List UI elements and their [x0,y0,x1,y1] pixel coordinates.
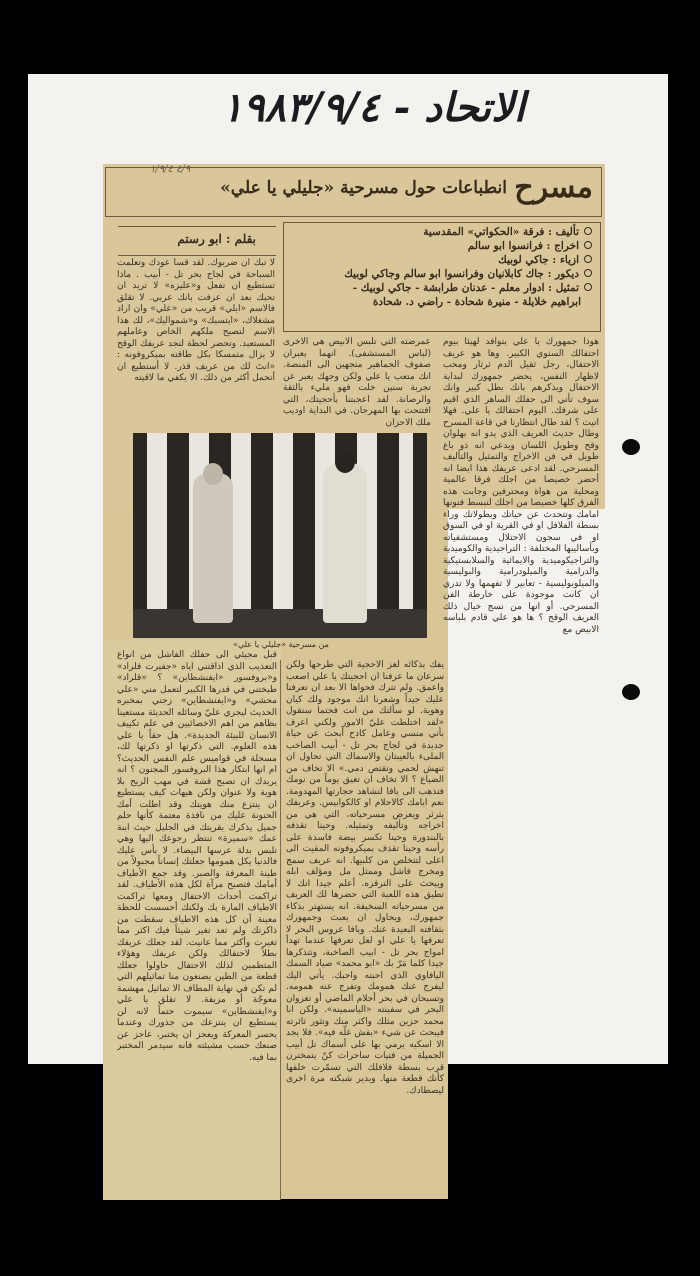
credit-line: ديكور : جاك كابلانيان وفرانسوا ابو سالم وجاكي لوبيك [292,267,592,281]
handwritten-date: الاتحاد - ١٩٨٣/٩/٤ [221,84,525,131]
headline-box [105,167,602,217]
credits-box [283,222,601,332]
article-column: عمرضته التي تلبس الابيض هي الاخرى (لباس المستشفى). انهما يعبران صفوف الجماهير متجهين الى المنصة. انك متعب يا علي ولكن وجهك يعبر عن تجربة سنين خلت فهو مليء بالثقة والرصانة. لقد اعجبتنا بأحجيتك، التي افتتحت بها المهرجان. في البداية اوديب ملك الاحزان [283,337,431,428]
article-headline: انطباعات حول مسرحية «جليلي يا علي» [220,178,507,198]
byline-box [118,226,276,256]
article-column: يفك بذكائه لغز الاحجية التي طرحها ولكن سرعان ما عرفنا ان احجيتك يا علي اصعب واعمق. ولم تترك فحواها الا بعد ان تعرفنا عليك جيداً وشعرنا انك موجود ولك كيان وهوية. لو سألتك من انت فحتما ستقول «لقد اختلطت عليّ الامور ولكني اعرف بأني منسي وعامل كادح أبحث عن حياة جديدة في لجاج بحر تل - أبيب الصاخب الملىء بالعيبتان والاسماك التي تحاول ان تنهش لحمي وتقتص دمي.» الا تخاف من الضياع ؟ الا تخاف ان تغيق يوماً من نومك فتذهب الى يافا لتشاهد حجارتها المهدومة. نعم ايامك كالاحلام او كالكوابيس. وعريفك يثرثر ويعرض مسرحياته، التي هي من اخراجه وتأليفه وتمثيله. وحينا تقذفه بالبندورة وحينا تكسر بيضة فاسدة على رأسه وحينا تقذف بميكروفونه المقيت الى اعلى لتتخلص من كلبيها. انه عريف سمج ومخرج فاشل وممثل مل ومؤلف ابله ويبحث على الترفزه. أعلم جيدا انك لا تطيق هذه اللعبة التي حضرها لك العريف من مسرحياته السخيفة. انه يستهتر بذكاء جمهورك، ويحاول ان يعبث وجمهورك بثقافته البعيدة عنك. ويافا عروس البحر لا تعرفها يا علي او لعل تعرفها عندما تهدأ امواج بحر تل - ابيب الصاخبة، وتتذكرها جيدا كلما مَرّ بك «ابو محمد» صياد السمك اليافاوي الذي احبته واحبك. يأتي اليك ليفرج عنك همومك وتفرج عنه همومه. وتسبحان في بحر أحلام الماضي أو تغزوان البحر في سفينته «الياسمينه». ولكن ابا محمد حزين مثلك واكثر منك وتثور ثائرته فيبحث عن شيء «يفش غلّه فيه». فلا يجد الا اسكيه يرمي بها على أسماك تل أبيب الجميلة من فتيات ساحرات كنّ يتمخترن قرب بسطة فلافلك التي تسمّرت خلفها كأنك قطعة منها. ويدير شبكته مرة اخرى ليصطادك. [286,660,444,1096]
stamp-dates: ٤/٩ ١/٩/٤ [150,164,191,175]
byline: بقلم : ابو رستم [177,232,256,246]
credit-line: ازياء : جاكي لوبيك [292,253,592,267]
stage-photo [133,433,427,638]
punch-hole [622,439,640,455]
column-divider [280,660,281,1200]
credit-line: تأليف : فرقة «الحكواتي» المقدسية [292,225,592,239]
section-label: مسرح [514,170,593,205]
article-column: هوذا جمهورك يا علي يتوافد لهيئا بيوم احتفالك السنوي الكبير. وها هو عريف الاحتفال، رجل ثقيل الدم ثرثار ومحب لاظهار النفس، يحضر جمهورك لبداية الاحتفال ويذكرهم بانك بطل كبير وانك سوف تأتي الى حفلك الساهر الذي اقيم على شرفك. اليوم احتفالك يا علي. فهلا اتيت ؟ لقد طال انتظارنا في قاعة المسرح وطال حديث العريف الذي يدو انه بهلوان وقح وطويل اللسان ويدعي انه ذو باع طويل في فن الاخراج والتمثيل والتأليف المسرحي. لقد ادعى عريفك هذا ايضا انه أحضر خصيصا من اجلك فرقا عالمية ومحلية من هواة ومحترفين وجابت هذه الفرق كلها خصيصا من اجلك لتبسط فنونها امامك وتتحدث عن حياتك وبطولاتك وراء بسطة الفلافل او في القرية او في السوق او في سجون الاحتلال ومستشفياته وبأساليبها المختلفة : التراجيدية والكوميدية والتراجيكوميدية والايمائية والسلابستيكية والدرامية والميلودرامية والبوليسية والميلوبوليسية - تعابير لا تفهمها ولا تدري ان كانت موجودة على خارطة الفن المسرحي. أو انها من نسج خيال ذلك العريف الوقح ؟ ها هو علي قادم بلباسه الابيض مع [443,337,599,635]
credit-line: ابراهيم خلايلة - منيرة شحادة - راضي د. شحادة [372,296,581,308]
photo-caption: من مسرحية «جليلي يا علي» [233,640,329,649]
article-column: لا تبك ان ضربوك. لقد قسا عودك وتعلمت السباحة في لجاج بحر تل - أبيب . ماذا تستطيع ان تفعل و«عليزه» لا تريد ان تحبك بعد ان عرفت بانك عربي. لا تقلق فالاسم «ايلي» قريب من «علي» وان اراد مشغلاك، «ايتسيك» و«شمواليك»، لك هذا الاسم لتصبح ملكهم الخاص وعاملهم المستعبد. وتحضر لحظة لتجد عريفك الوقح لا يزال متمسكا بكل طاقته بميكروفونه : «انتَ لك من عريف قذر. لا أستطيع ان أتحمل أكثر من ذلك. الا يكفي ما لاقيته [117,258,275,383]
punch-hole [622,684,640,700]
credit-line: اخراج : فرانسوا ابو سالم [292,239,592,253]
credit-line: تمثيل : ادوار معلم - عدنان طرابشة - جاكي لوبيك - [292,281,592,295]
article-column: قبل مجيئي الى حفلك الفاشل من انواع التعذيب الذي اذاقتني اياه «جفيرت فلراد» و«بروفسور «ايفنشطاين» ؟ «قلراد» طبختني في قدرها الكبير لتعمل مني «علي محشي» و«ايفنشطاين» زجني بمخبره الحديث ليجري عليّ وسائله الحديثة مستعينا بظاهم من اهم الاخصائيين في علم تكييف الانسان للبيئة الجديدة». هل حقاً يا علي هذه العلوم. التي ذكرتها او ذكرتها لك، مسجلة في قواميس علم النفس الحديث؟ ام انها ابتكار هذا البروفسور المجنون ؟ انه يريدك ان تصبح قشة في مهب الريح بلا هوية ولا عنوان ولكن هيهات كيف يستطيع ان ينتزع منك هويتك وقد اطلت أمك الحنونة عليك من نافذة معتمة كأنها حلم جميل يذكرك بقريتك في الجليل حيث ابنة عمك «سميرة» تنتظر رجوعك اليها وهي تلبس بدلة عرسها البيضاء. لا بأس عليك فالدنيا يكل همومها جعلتك إنساناً مجبولاً من طينة المعرفة والصبر. وقد جمع الأطياف أمامك فتصبح مرآة لكل هذه الأطياف. لقد تراكمت أحداث الاحتفال ومعها تراكمت الاطياف المارة بك ولكنك أحسست للحظة معينة أن كل هذه الاطياف سقطت من ذاكرتك ولم تعد تغير شيئاً فيك اكثر مما تغيرت وأكثر مما عانيت. لقد جعلك عريفك بطلاً لاحتفالك ولكن عريفك وهؤلاء المتطمين لذلك الاحتفال حاولوا جعلك قطعة من الطين يصنعون منا تماثيلهم التي لم تكن في نهاية المطاف الا تماثيل مهشمة معوجّة أو مزيفة. لا تقلق يا علي و«ايفنشطاين» سيموت حتماً لانه لن يستطيع ان ينتزعك من جذورك وعندما يحسر المعركة ويعجز ان يختبر، عاجز عن صنعك حسب مشيئته فانه سيدمر المختبر بما فيه. [117,650,277,1063]
